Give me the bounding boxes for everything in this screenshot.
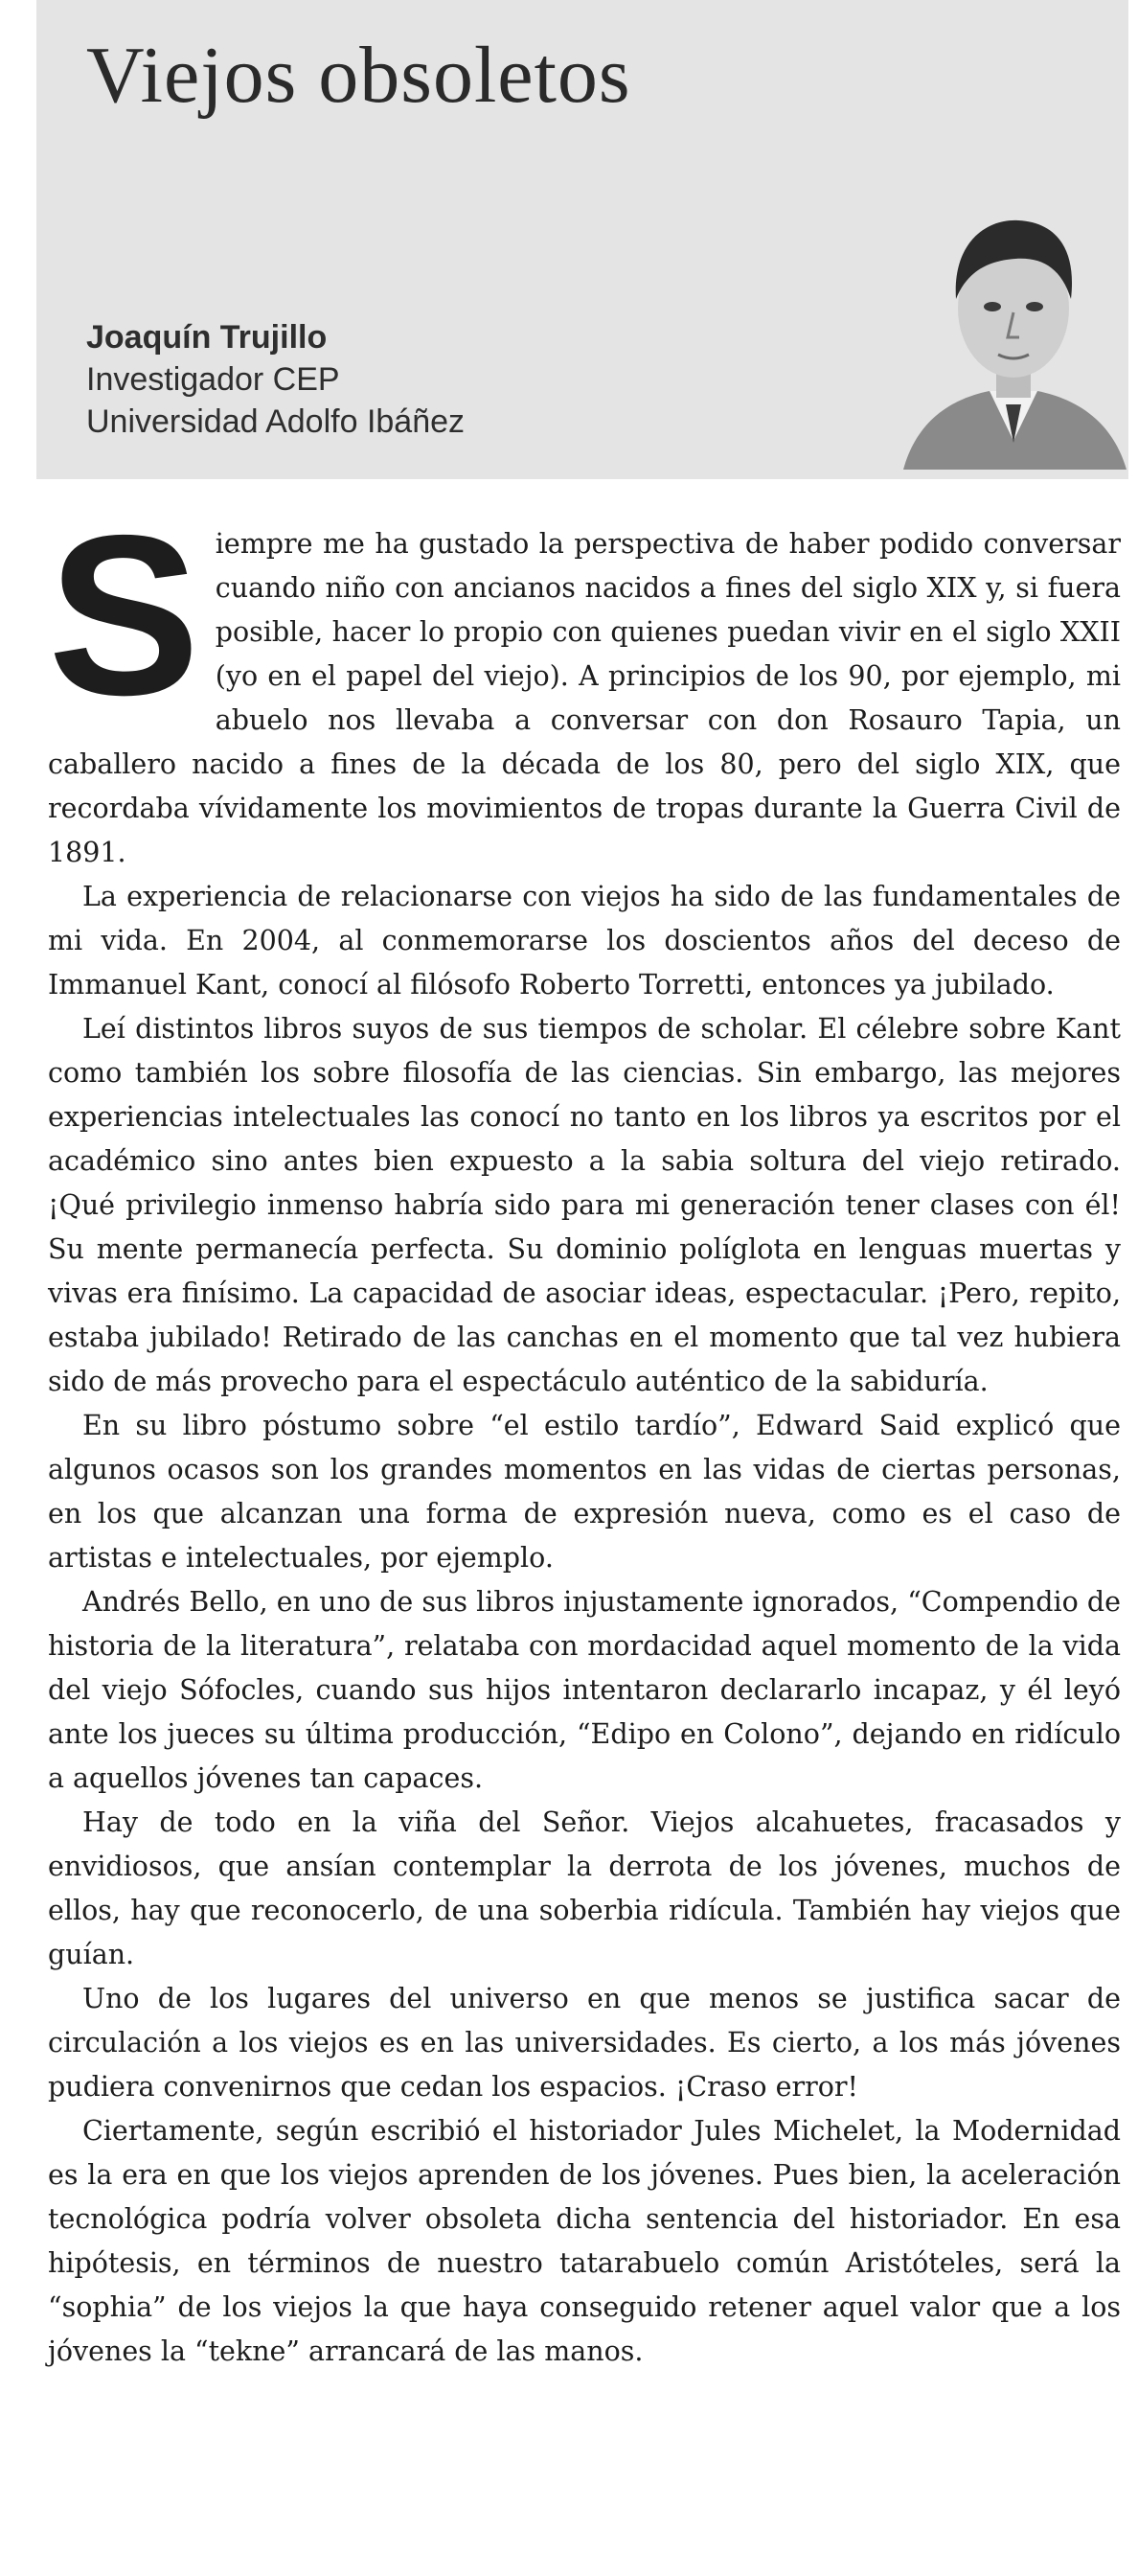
paragraph-7: Uno de los lugares del universo en que menos se justifica sacar de circulación a los viejos es en las universidades. Es cierto, a los más jóvenes pudiera convenirnos que cedan los espacios. ¡Craso error! — [48, 1983, 1121, 2103]
byline — [86, 316, 465, 443]
paragraph-1: iempre me ha gustado la perspectiva de haber podido conversar cuando niño con ancianos nacidos a fines del siglo XIX y, si fuera posible, hacer lo propio con quienes puedan vivir en el siglo XXII (yo en el papel del viejo). A principios de los 90, por ejemplo, mi abuelo nos llevaba a conversar con don Rosauro Tapia, un caballero nacido a fines de la década de los 80, pero del siglo XIX, que recordaba vívidamente los movimientos de tropas durante la Guerra Civil de 1891. — [48, 528, 1121, 868]
author-portrait — [899, 192, 1128, 470]
paragraph-8: Ciertamente, según escribió el historiador Jules Michelet, la Modernidad es la era en que los viejos aprenden de los jóvenes. Pues bien, la aceleración tecnológica podría volver obsoleta dicha sentencia del historiador. En esa hipótesis, en términos de nuestro tatarabuelo común Aristóteles, será la “sophia” de los viejos la que haya conseguido retener aquel valor que a los jóvenes la “tekne” arrancará de las manos. — [48, 2115, 1121, 2367]
paragraph-2: La experiencia de relacionarse con viejos ha sido de las fundamentales de mi vida. En 2004, al conmemorarse los doscientos años del deceso de Immanuel Kant, conocí al filósofo Roberto Torretti, entonces ya jubilado. — [48, 881, 1121, 1000]
author-name: Joaquín Trujillo — [86, 319, 328, 356]
author-role: Investigador CEP — [86, 361, 340, 398]
article-body — [48, 489, 1121, 2374]
drop-cap: S — [48, 489, 200, 743]
headline: Viejos obsoletos — [86, 31, 631, 120]
paragraph-5: Andrés Bello, en uno de sus libros injustamente ignorados, “Compendio de historia de la literatura”, relataba con mordacidad aquel momento de la vida del viejo Sófocles, cuando sus hijos intentaron declararlo incapaz, y él leyó ante los jueces su última producción, “Edipo en Colono”, dejando en ridículo a aquellos jóvenes tan capaces. — [48, 1586, 1121, 1794]
author-affiliation: Universidad Adolfo Ibáñez — [86, 403, 466, 440]
paragraph-6: Hay de todo en la viña del Señor. Viejos alcahuetes, fracasados y envidiosos, que ansían contemplar la derrota de los jóvenes, muchos de ellos, hay que reconocerlo, de una soberbia ridícula. También hay viejos que guían. — [48, 1806, 1121, 1970]
paragraph-3: Leí distintos libros suyos de sus tiempos de scholar. El célebre sobre Kant como también los sobre filosofía de las ciencias. Sin embargo, las mejores experiencias intelectuales las conocí no tanto en los libros ya escritos por el académico sino antes bien expuesto a la sabia soltura del viejo retirado. ¡Qué privilegio inmenso habría sido para mi generación tener clases con él! Su mente permanecía perfecta. Su dominio políglota en lenguas muertas y vivas era finísimo. La capacidad de asociar ideas, espectacular. ¡Pero, repito, estaba jubilado! Retirado de las canchas en el momento que tal vez hubiera sido de más provecho para el espectáculo auténtico de la sabiduría. — [48, 1013, 1121, 1397]
column-header — [36, 0, 1128, 479]
paragraph-4: En su libro póstumo sobre “el estilo tardío”, Edward Said explicó que algunos ocasos son los grandes momentos en las vidas de ciertas personas, en los que alcanzan una forma de expresión nueva, como es el caso de artistas e intelectuales, por ejemplo. — [48, 1410, 1121, 1574]
